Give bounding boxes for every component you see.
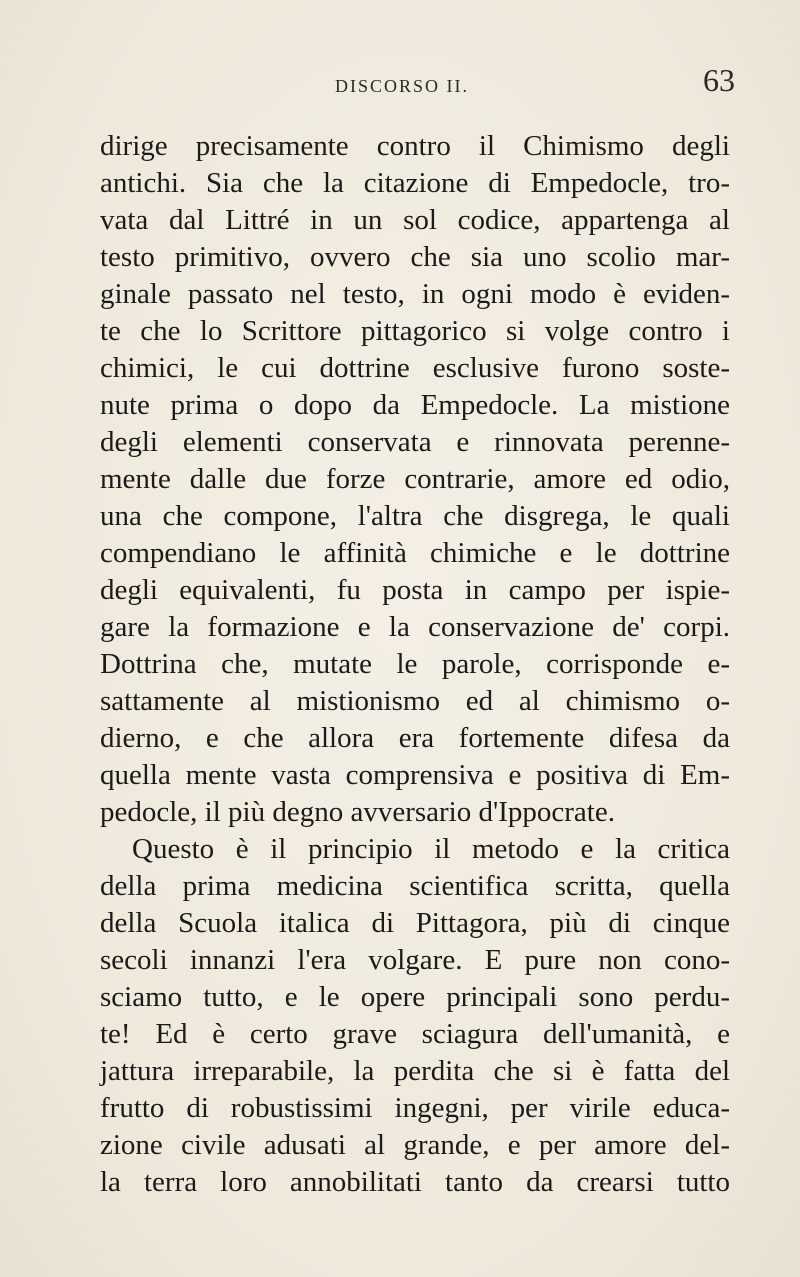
text-line: gare la formazione e la conservazione de' corpi. — [100, 611, 730, 643]
text-line: compendiano le affinità chimiche e le dottrine — [100, 537, 730, 569]
page-number: 63 — [703, 62, 735, 98]
running-head — [100, 62, 735, 102]
text-line: quella mente vasta comprensiva e positiva di Em- — [100, 759, 730, 791]
text-line: sattamente al mistionismo ed al chimismo o- — [100, 685, 730, 717]
text-line: ginale passato nel testo, in ogni modo è eviden- — [100, 278, 730, 310]
text-line: chimici, le cui dottrine esclusive furono soste- — [100, 352, 730, 384]
text-line: jattura irreparabile, la perdita che si è fatta del — [100, 1055, 730, 1087]
text-line: dirige precisamente contro il Chimismo degli — [100, 130, 730, 162]
text-line: la terra loro annobilitati tanto da crearsi tutto — [100, 1166, 730, 1198]
text-line: secoli innanzi l'era volgare. E pure non cono- — [100, 944, 730, 976]
text-line: zione civile adusati al grande, e per amore del- — [100, 1129, 730, 1161]
body-text — [100, 128, 730, 1201]
text-line: della prima medicina scientifica scritta, quella — [100, 870, 730, 902]
running-head-title: DISCORSO II. — [335, 76, 470, 96]
text-line: nute prima o dopo da Empedocle. La mistione — [100, 389, 730, 421]
paragraph-start-line: Questo è il principio il metodo e la critica — [132, 833, 730, 865]
text-line: pedocle, il più degno avversario d'Ippocrate. — [100, 796, 615, 828]
text-line: vata dal Littré in un sol codice, appartenga al — [100, 204, 730, 236]
text-line: sciamo tutto, e le opere principali sono perdu- — [100, 981, 730, 1013]
text-line: te che lo Scrittore pittagorico si volge contro i — [100, 315, 730, 347]
text-line: mente dalle due forze contrarie, amore ed odio, — [100, 463, 730, 495]
text-line: della Scuola italica di Pittagora, più di cinque — [100, 907, 730, 939]
text-line: Dottrina che, mutate le parole, corrisponde e- — [100, 648, 730, 680]
text-line: frutto di robustissimi ingegni, per virile educa- — [100, 1092, 730, 1124]
text-line: degli equivalenti, fu posta in campo per ispie- — [100, 574, 730, 606]
text-line: dierno, e che allora era fortemente difesa da — [100, 722, 730, 754]
text-line: una che compone, l'altra che disgrega, le quali — [100, 500, 730, 532]
text-line: antichi. Sia che la citazione di Empedocle, tro- — [100, 167, 730, 199]
text-line: te! Ed è certo grave sciagura dell'umanità, e — [100, 1018, 730, 1050]
text-line: degli elementi conservata e rinnovata perenne- — [100, 426, 730, 458]
text-line: testo primitivo, ovvero che sia uno scolio mar- — [100, 241, 730, 273]
